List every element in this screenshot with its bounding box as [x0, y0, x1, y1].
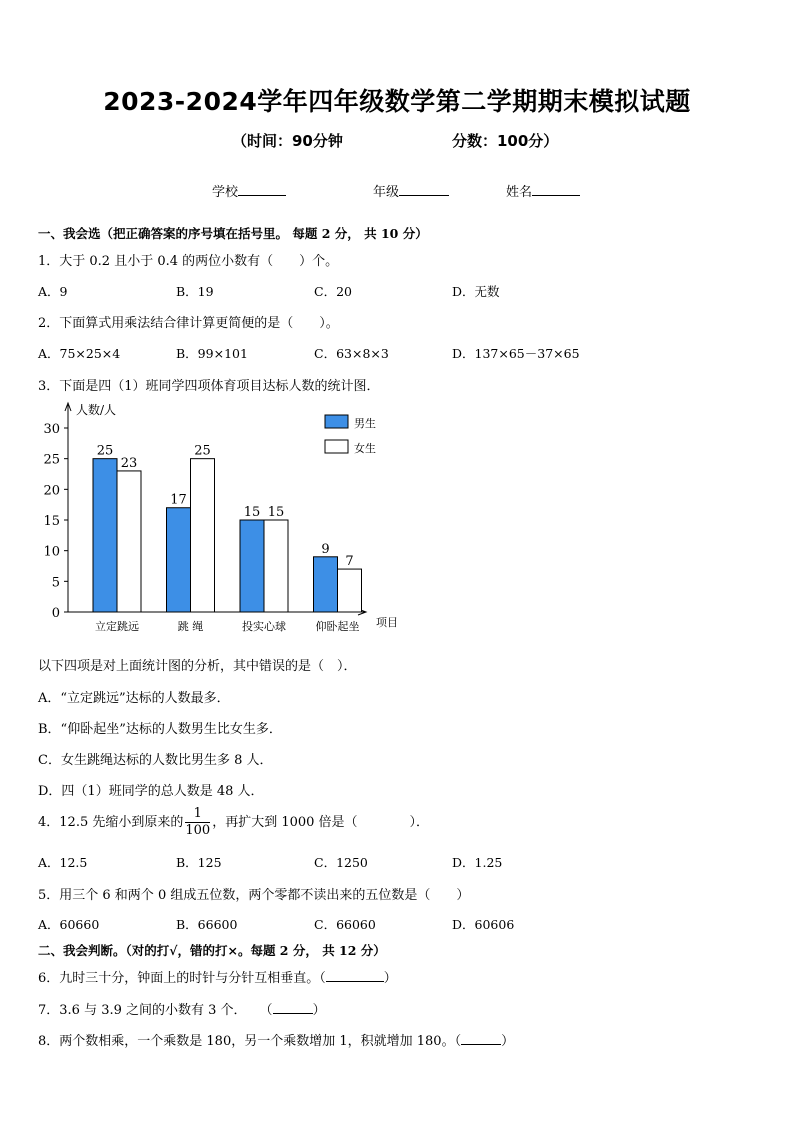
q3-option-d[interactable]: D．四（1）班同学的总人数是 48 人．	[38, 784, 264, 799]
q4-option-d[interactable]: D．1.25	[452, 855, 503, 870]
q5-option-a[interactable]: A．60660	[38, 917, 100, 932]
q6-close: ）	[383, 971, 397, 986]
q4-text-a: 4．12.5 先缩小到原来的	[38, 815, 184, 830]
legend-swatch	[325, 415, 348, 428]
y-tick-label: 25	[43, 452, 60, 468]
legend-label: 女生	[354, 442, 376, 455]
q5-option-d[interactable]: D．60606	[452, 917, 515, 932]
q1-option-c[interactable]: C．20	[314, 284, 352, 299]
q8-text	[38, 1030, 514, 1049]
legend-swatch	[325, 440, 348, 453]
name-blank[interactable]	[532, 181, 580, 196]
y-tick-label: 15	[43, 514, 60, 529]
data-label: 25	[194, 443, 211, 459]
data-label: 25	[96, 443, 114, 459]
bar	[264, 520, 288, 612]
x-tick-label: 投实心球	[242, 620, 286, 633]
score-label: 分数：100分）	[452, 132, 559, 150]
q8-answer-blank[interactable]	[461, 1030, 501, 1045]
school-blank[interactable]	[238, 181, 286, 196]
q6-answer-blank[interactable]	[326, 967, 384, 982]
fraction	[185, 806, 210, 839]
q4-option-a[interactable]: A．12.5	[38, 855, 88, 870]
page-title: 2023-2024学年四年级数学第二学期期末模拟试题	[103, 87, 691, 116]
q4-text	[38, 806, 429, 839]
q6-label: 6．九时三十分，钟面上的时针与分针互相垂直。（	[38, 971, 326, 986]
bar	[240, 520, 264, 612]
q7-text	[38, 999, 326, 1018]
name-field[interactable]	[506, 181, 580, 200]
section2-heading: 二、我会判断。（对的打√，错的打×。每题 2 分， 共 12 分）	[38, 943, 386, 958]
bar	[191, 459, 215, 612]
q6-text	[38, 967, 397, 986]
q3-option-a[interactable]: A．“立定跳远”达标的人数最多．	[38, 691, 230, 706]
q7-answer-blank[interactable]	[273, 999, 313, 1014]
data-label: 7	[345, 554, 354, 570]
bar	[338, 569, 362, 612]
q7-label: 7．3.6 与 3.9 之间的小数有 3 个． （	[38, 1003, 273, 1018]
q5-option-b[interactable]: B．66600	[176, 917, 238, 932]
q1-option-a[interactable]: A．9	[38, 284, 68, 299]
legend-label: 男生	[354, 417, 376, 430]
name-label: 姓名	[506, 185, 533, 200]
q4-option-b[interactable]: B．125	[176, 855, 222, 870]
y-tick-label: 0	[51, 606, 60, 621]
q3-text: 3．下面是四（1）班同学四项体育项目达标人数的统计图．	[38, 379, 380, 394]
q3-option-b[interactable]: B．“仰卧起坐”达标的人数男生比女生多．	[38, 722, 282, 737]
school-field[interactable]	[212, 181, 286, 200]
y-tick-label: 20	[43, 483, 60, 499]
x-tick-label: 跳 绳	[177, 620, 204, 633]
q1-option-b[interactable]: B．19	[176, 284, 214, 299]
q2-option-c[interactable]: C．63×8×3	[314, 346, 389, 361]
bar-chart	[0, 395, 420, 640]
q5-text: 5．用三个 6 和两个 0 组成五位数，两个零都不读出来的五位数是（ ）	[38, 888, 470, 903]
bar	[117, 471, 141, 612]
fraction-numerator: 1	[185, 806, 210, 823]
section1-heading: 一、我会选（把正确答案的序号填在括号里。 每题 2 分， 共 10 分）	[38, 226, 428, 241]
y-tick-label: 30	[43, 422, 60, 437]
q2-text: 2．下面算式用乘法结合律计算更简便的是（ ）。	[38, 316, 339, 331]
y-tick-label: 10	[43, 544, 60, 560]
q1-text: 1．大于 0.2 且小于 0.4 的两位小数有（ ）个。	[38, 254, 339, 269]
grade-blank[interactable]	[399, 181, 449, 196]
data-label: 23	[120, 455, 138, 471]
data-label: 15	[243, 505, 261, 520]
q2-option-a[interactable]: A．75×25×4	[38, 346, 121, 361]
grade-label: 年级	[373, 185, 400, 200]
data-label: 17	[170, 492, 187, 508]
q2-option-b[interactable]: B．99×101	[176, 346, 248, 361]
x-tick-label: 仰卧起坐	[315, 620, 360, 633]
data-label: 15	[267, 505, 285, 520]
q3-option-c[interactable]: C．女生跳绳达标的人数比男生多 8 人．	[38, 753, 273, 768]
bar	[314, 557, 338, 612]
q4-option-c[interactable]: C．1250	[314, 855, 368, 870]
q7-close: ）	[312, 1003, 326, 1018]
school-label: 学校	[212, 185, 239, 200]
q3-question: 以下四项是对上面统计图的分析，其中错误的是（ ）．	[38, 659, 357, 674]
q8-label: 8．两个数相乘，一个乘数是 180，另一个乘数增加 1，积就增加 180。（	[38, 1034, 462, 1049]
time-label: （时间：90分钟	[232, 132, 343, 150]
q5-option-c[interactable]: C．66060	[314, 917, 376, 932]
data-label: 9	[321, 541, 330, 557]
bar	[167, 508, 191, 612]
grade-field[interactable]	[373, 181, 449, 200]
y-tick-label: 5	[51, 575, 60, 591]
bar	[93, 459, 117, 612]
fraction-denominator: 100	[185, 823, 211, 838]
y-axis-title: 人数/人	[76, 403, 117, 417]
x-tick-label: 立定跳远	[95, 620, 139, 633]
q2-option-d[interactable]: D．137×65－37×65	[452, 346, 580, 361]
x-axis-title: 项目	[376, 616, 398, 629]
q4-text-b: ，再扩大到 1000 倍是（ ）．	[212, 815, 430, 830]
q1-option-d[interactable]: D．无数	[452, 284, 500, 299]
q8-close: ）	[501, 1034, 515, 1049]
